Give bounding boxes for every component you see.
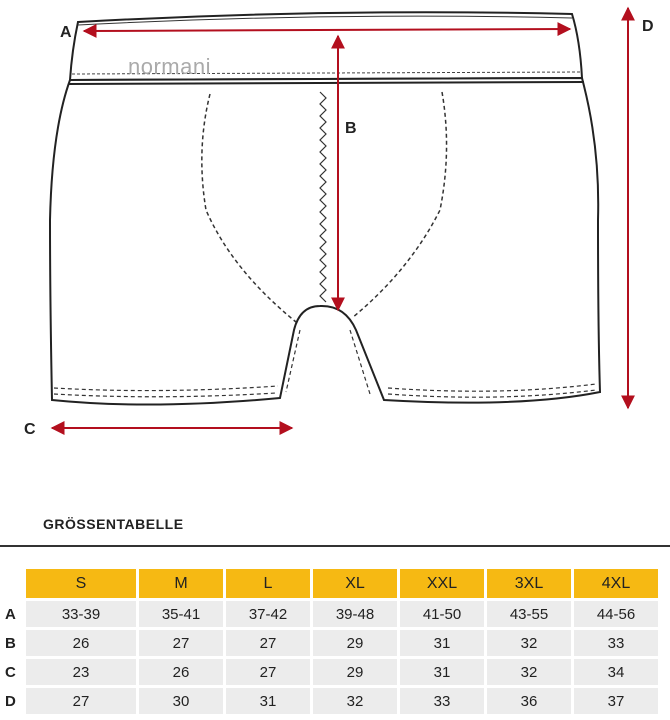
size-header-row [3,569,658,598]
size-header-cell: 4XL [574,569,658,598]
table-row [3,630,658,656]
size-header-cell: 3XL [487,569,571,598]
table-cell: 31 [400,659,484,685]
table-cell: 44-56 [574,601,658,627]
table-cell: 32 [487,630,571,656]
table-cell: 27 [226,630,310,656]
size-table [0,566,661,717]
table-cell: 33-39 [26,601,136,627]
table-cell: 39-48 [313,601,397,627]
label-c: C [24,421,36,438]
table-cell: 31 [226,688,310,714]
table-cell: 34 [574,659,658,685]
table-cell: 35-41 [139,601,223,627]
size-header-cell: L [226,569,310,598]
row-label: D [5,692,16,710]
table-cell: 36 [487,688,571,714]
label-d: D [642,18,654,35]
table-cell: 32 [487,659,571,685]
table-cell: 37 [574,688,658,714]
size-table-title: GRÖSSENTABELLE [43,516,184,532]
table-cell: 41-50 [400,601,484,627]
table-cell: 33 [574,630,658,656]
table-cell: 29 [313,630,397,656]
row-label: A [5,605,16,623]
brand-logo: normani [128,54,211,79]
size-header-cell: M [139,569,223,598]
table-cell: 37-42 [226,601,310,627]
table-cell: 31 [400,630,484,656]
table-cell: 33 [400,688,484,714]
table-cell: 29 [313,659,397,685]
table-cell: 30 [139,688,223,714]
table-cell: 27 [26,688,136,714]
table-cell: 27 [139,630,223,656]
size-header-cell: XL [313,569,397,598]
label-b: B [345,120,357,137]
label-a: A [60,24,72,41]
table-cell: 23 [26,659,136,685]
corner-cell [3,569,23,598]
table-cell: 27 [226,659,310,685]
table-cell: 26 [139,659,223,685]
table-row [3,601,658,627]
size-header-cell: S [26,569,136,598]
table-cell: 32 [313,688,397,714]
divider [0,545,670,547]
table-cell: 43-55 [487,601,571,627]
size-header-cell: XXL [400,569,484,598]
row-label: B [5,634,16,652]
row-label: C [5,663,16,681]
table-cell: 26 [26,630,136,656]
table-row [3,659,658,685]
table-row [3,688,658,714]
